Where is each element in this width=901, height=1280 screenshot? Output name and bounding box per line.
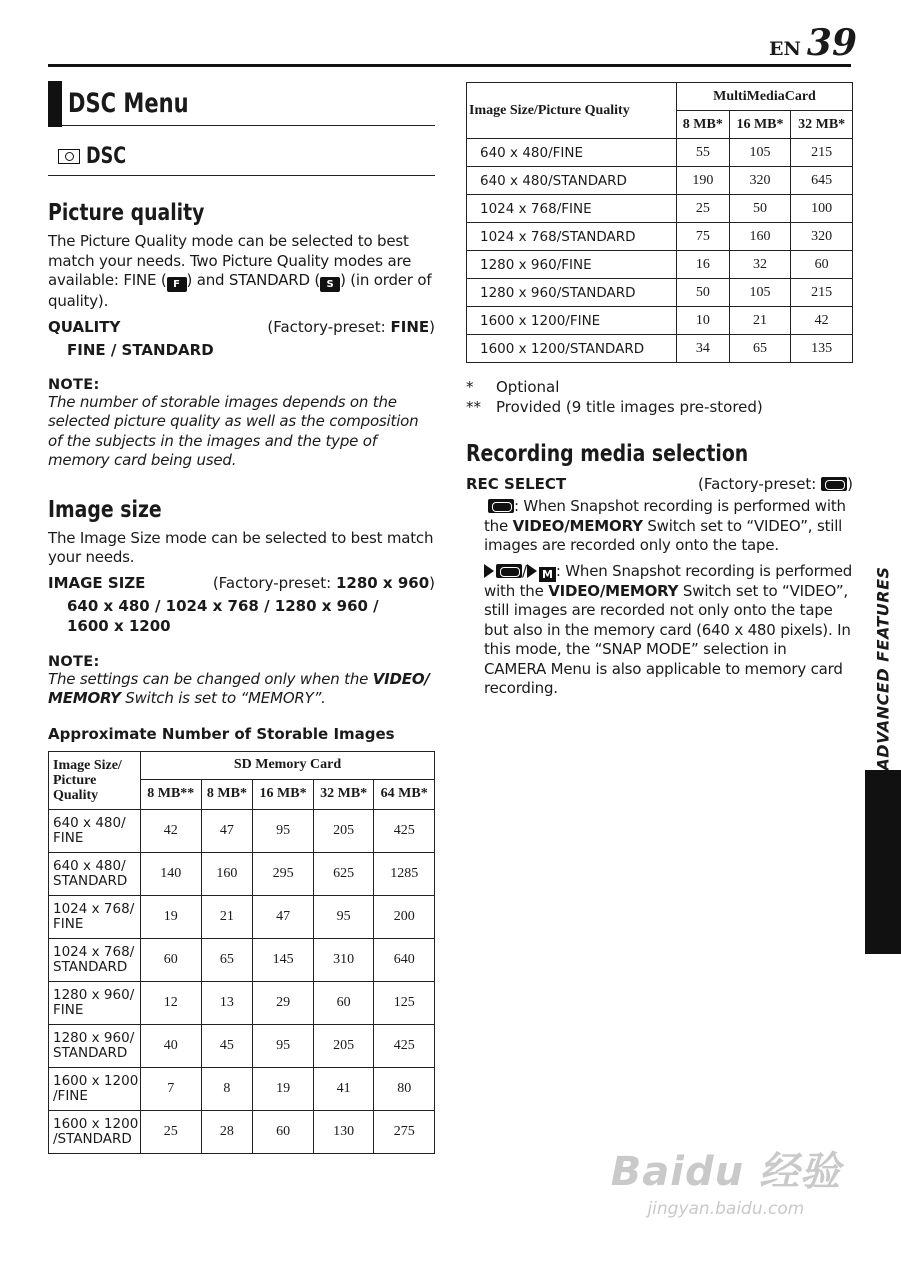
row-label: 1024 x 768/ FINE bbox=[49, 895, 141, 938]
quality-options: FINE / STANDARD bbox=[67, 340, 214, 359]
table-row bbox=[49, 895, 435, 938]
table-cell: 16 bbox=[677, 251, 730, 279]
table-row bbox=[467, 139, 853, 167]
row-label: 640 x 480/ STANDARD bbox=[49, 852, 141, 895]
table-cell: 29 bbox=[253, 981, 314, 1024]
image-size-setting-row bbox=[48, 572, 435, 594]
table-cell: 205 bbox=[313, 809, 374, 852]
table-cell: 145 bbox=[253, 938, 314, 981]
title-bar-decoration bbox=[48, 81, 62, 127]
table-cell: 45 bbox=[201, 1024, 253, 1067]
image-size-note-heading: NOTE: bbox=[48, 653, 100, 670]
quality-note-text: The number of storable images depends on the selected picture quality as well as the composition of the subjects in the images and the type of memory card being used. bbox=[48, 392, 419, 469]
quality-setting-label: QUALITY bbox=[48, 317, 121, 336]
tape-icon bbox=[488, 499, 514, 513]
table-cell: 125 bbox=[374, 981, 435, 1024]
mmc-table-corner: Image Size/Picture Quality bbox=[467, 83, 677, 139]
mmc-column-header: 8 MB* bbox=[677, 111, 730, 139]
rec-select-preset: (Factory-preset: ) bbox=[698, 475, 853, 493]
side-section-label: ADVANCED FEATURES bbox=[873, 565, 893, 771]
table-cell: 50 bbox=[677, 279, 730, 307]
table-cell: 65 bbox=[201, 938, 253, 981]
table-cell: 28 bbox=[201, 1110, 253, 1153]
table-cell: 19 bbox=[141, 895, 202, 938]
row-label: 1280 x 960/FINE bbox=[467, 251, 677, 279]
sd-card-table bbox=[48, 751, 435, 1154]
table-cell: 215 bbox=[791, 139, 853, 167]
table-cell: 95 bbox=[253, 809, 314, 852]
row-label: 1280 x 960/ STANDARD bbox=[49, 1024, 141, 1067]
side-tab-marker bbox=[865, 770, 901, 954]
quality-setting-row bbox=[48, 316, 435, 338]
table-cell: 42 bbox=[791, 307, 853, 335]
language-code: EN bbox=[769, 38, 801, 60]
quality-note-heading: NOTE: bbox=[48, 376, 100, 393]
sd-table-body bbox=[49, 809, 435, 1153]
sd-column-header: 32 MB* bbox=[313, 779, 374, 809]
table-row bbox=[49, 1067, 435, 1110]
sd-column-header: 64 MB* bbox=[374, 779, 435, 809]
table-cell: 1285 bbox=[374, 852, 435, 895]
table-cell: 100 bbox=[791, 195, 853, 223]
table-cell: 34 bbox=[677, 335, 730, 363]
watermark-url: jingyan.baidu.com bbox=[647, 1199, 805, 1219]
table-cell: 95 bbox=[253, 1024, 314, 1067]
header-rule bbox=[48, 64, 851, 67]
fine-quality-icon: F bbox=[167, 277, 187, 292]
watermark-logo: Baidu 经验 bbox=[610, 1149, 841, 1195]
dsc-subheading bbox=[48, 126, 435, 176]
image-size-title: Image size bbox=[48, 496, 162, 523]
image-size-options-1: 640 x 480 / 1024 x 768 / 1280 x 960 / bbox=[67, 596, 379, 615]
image-size-preset: (Factory-preset: 1280 x 960) bbox=[212, 573, 435, 592]
arrow-icon bbox=[484, 564, 494, 578]
menu-title bbox=[48, 78, 435, 126]
table-row bbox=[49, 1110, 435, 1153]
mmc-column-header: 16 MB* bbox=[729, 111, 791, 139]
table-cell: 295 bbox=[253, 852, 314, 895]
image-size-note-text: The settings can be changed only when the VIDEO/ MEMORY Switch is set to “MEMORY”. bbox=[48, 669, 430, 707]
table-cell: 130 bbox=[313, 1110, 374, 1153]
table-cell: 19 bbox=[253, 1067, 314, 1110]
table-cell: 60 bbox=[141, 938, 202, 981]
rec-option-tape-memory: / M : When Snapshot recording is performed with the VIDEO/MEMORY Switch set to “VIDEO”, still images are recorded not only onto the tape but also in the memory card (640 x 480 pixels). In this mode, the “SNAP MODE” selection in CAMERA Menu is also applicable to memory card recording. bbox=[484, 561, 853, 697]
table-cell: 60 bbox=[313, 981, 374, 1024]
footnote: ** Provided (9 title images pre-stored) bbox=[466, 398, 763, 416]
table-cell: 625 bbox=[313, 852, 374, 895]
table-cell: 215 bbox=[791, 279, 853, 307]
right-column bbox=[466, 82, 853, 699]
table-cell: 40 bbox=[141, 1024, 202, 1067]
footnote: * Optional bbox=[466, 378, 560, 396]
table-cell: 135 bbox=[791, 335, 853, 363]
table-cell: 320 bbox=[729, 167, 791, 195]
row-label: 1024 x 768/ STANDARD bbox=[49, 938, 141, 981]
recording-media-title: Recording media selection bbox=[466, 441, 749, 467]
table-row bbox=[467, 335, 853, 363]
table-row bbox=[467, 307, 853, 335]
row-label: 640 x 480/STANDARD bbox=[467, 167, 677, 195]
camera-icon bbox=[58, 149, 80, 164]
table-cell: 75 bbox=[677, 223, 730, 251]
picture-quality-body: The Picture Quality mode can be selected to best match your needs. Two Picture Quality modes are available: FINE ( F ) and STANDARD ( S ) (in order of quality). bbox=[48, 232, 432, 310]
left-column bbox=[48, 78, 435, 1154]
picture-quality-title: Picture quality bbox=[48, 200, 205, 226]
table-row bbox=[49, 809, 435, 852]
table-cell: 140 bbox=[141, 852, 202, 895]
table-cell: 60 bbox=[253, 1110, 314, 1153]
table-cell: 21 bbox=[201, 895, 253, 938]
dsc-label: DSC bbox=[86, 144, 127, 169]
arrow-icon bbox=[527, 564, 537, 578]
image-size-setting-label: IMAGE SIZE bbox=[48, 573, 146, 592]
row-label: 1600 x 1200/FINE bbox=[467, 307, 677, 335]
mmc-column-header: 32 MB* bbox=[791, 111, 853, 139]
quality-preset: (Factory-preset: FINE) bbox=[267, 317, 435, 336]
table-cell: 205 bbox=[313, 1024, 374, 1067]
tape-icon bbox=[821, 477, 847, 491]
table-cell: 8 bbox=[201, 1067, 253, 1110]
sd-table-group-header: SD Memory Card bbox=[141, 751, 435, 779]
table-cell: 32 bbox=[729, 251, 791, 279]
recording-media-section bbox=[466, 441, 853, 699]
mmc-table-group-header: MultiMediaCard bbox=[677, 83, 853, 111]
image-size-body: The Image Size mode can be selected to best match your needs. bbox=[48, 528, 434, 566]
table-cell: 190 bbox=[677, 167, 730, 195]
table-cell: 47 bbox=[253, 895, 314, 938]
sd-column-header: 8 MB* bbox=[201, 779, 253, 809]
table-cell: 47 bbox=[201, 809, 253, 852]
table-cell: 640 bbox=[374, 938, 435, 981]
table-cell: 105 bbox=[729, 279, 791, 307]
table-cell: 7 bbox=[141, 1067, 202, 1110]
menu-title-text: DSC Menu bbox=[68, 88, 189, 119]
table-row bbox=[467, 251, 853, 279]
rec-select-row bbox=[466, 473, 853, 495]
table-cell: 320 bbox=[791, 223, 853, 251]
table-cell: 80 bbox=[374, 1067, 435, 1110]
table-cell: 55 bbox=[677, 139, 730, 167]
table-cell: 645 bbox=[791, 167, 853, 195]
footnotes bbox=[466, 377, 853, 417]
tape-icon bbox=[496, 564, 522, 578]
table-row bbox=[49, 1024, 435, 1067]
table-cell: 12 bbox=[141, 981, 202, 1024]
table-cell: 95 bbox=[313, 895, 374, 938]
image-size-options-2: 1600 x 1200 bbox=[67, 616, 171, 635]
row-label: 640 x 480/FINE bbox=[467, 139, 677, 167]
table-cell: 65 bbox=[729, 335, 791, 363]
watermark bbox=[611, 1140, 841, 1219]
memory-card-icon: M bbox=[539, 567, 556, 582]
sd-table-corner: Image Size/ Picture Quality bbox=[49, 751, 141, 809]
row-label: 1024 x 768/STANDARD bbox=[467, 223, 677, 251]
storable-table-title: Approximate Number of Storable Images bbox=[48, 724, 395, 743]
sd-column-header: 8 MB** bbox=[141, 779, 202, 809]
rec-option-tape: : When Snapshot recording is performed with the VIDEO/MEMORY Switch set to “VIDEO”, still images are recorded only onto the tape. bbox=[484, 497, 846, 554]
table-cell: 160 bbox=[729, 223, 791, 251]
picture-quality-section bbox=[48, 200, 435, 471]
row-label: 1280 x 960/ FINE bbox=[49, 981, 141, 1024]
row-label: 1600 x 1200 /FINE bbox=[49, 1067, 141, 1110]
table-cell: 425 bbox=[374, 1024, 435, 1067]
table-row bbox=[467, 195, 853, 223]
table-cell: 105 bbox=[729, 139, 791, 167]
table-cell: 21 bbox=[729, 307, 791, 335]
table-row bbox=[49, 938, 435, 981]
page-header bbox=[769, 22, 857, 64]
table-cell: 50 bbox=[729, 195, 791, 223]
table-cell: 275 bbox=[374, 1110, 435, 1153]
multimediacard-table bbox=[466, 82, 853, 363]
row-label: 1600 x 1200 /STANDARD bbox=[49, 1110, 141, 1153]
table-cell: 310 bbox=[313, 938, 374, 981]
row-label: 1024 x 768/FINE bbox=[467, 195, 677, 223]
table-row bbox=[467, 167, 853, 195]
table-cell: 41 bbox=[313, 1067, 374, 1110]
rec-select-label: REC SELECT bbox=[466, 475, 567, 493]
table-cell: 160 bbox=[201, 852, 253, 895]
image-size-section bbox=[48, 497, 435, 709]
table-cell: 60 bbox=[791, 251, 853, 279]
table-row bbox=[49, 981, 435, 1024]
table-cell: 25 bbox=[141, 1110, 202, 1153]
sd-column-header: 16 MB* bbox=[253, 779, 314, 809]
standard-quality-icon: S bbox=[320, 277, 340, 292]
table-cell: 25 bbox=[677, 195, 730, 223]
table-row bbox=[467, 223, 853, 251]
table-row bbox=[49, 852, 435, 895]
table-row bbox=[467, 279, 853, 307]
row-label: 1600 x 1200/STANDARD bbox=[467, 335, 677, 363]
table-cell: 425 bbox=[374, 809, 435, 852]
table-cell: 10 bbox=[677, 307, 730, 335]
page-number: 39 bbox=[806, 22, 857, 64]
table-cell: 42 bbox=[141, 809, 202, 852]
table-cell: 13 bbox=[201, 981, 253, 1024]
row-label: 1280 x 960/STANDARD bbox=[467, 279, 677, 307]
table-cell: 200 bbox=[374, 895, 435, 938]
mmc-table-body bbox=[467, 139, 853, 363]
row-label: 640 x 480/ FINE bbox=[49, 809, 141, 852]
